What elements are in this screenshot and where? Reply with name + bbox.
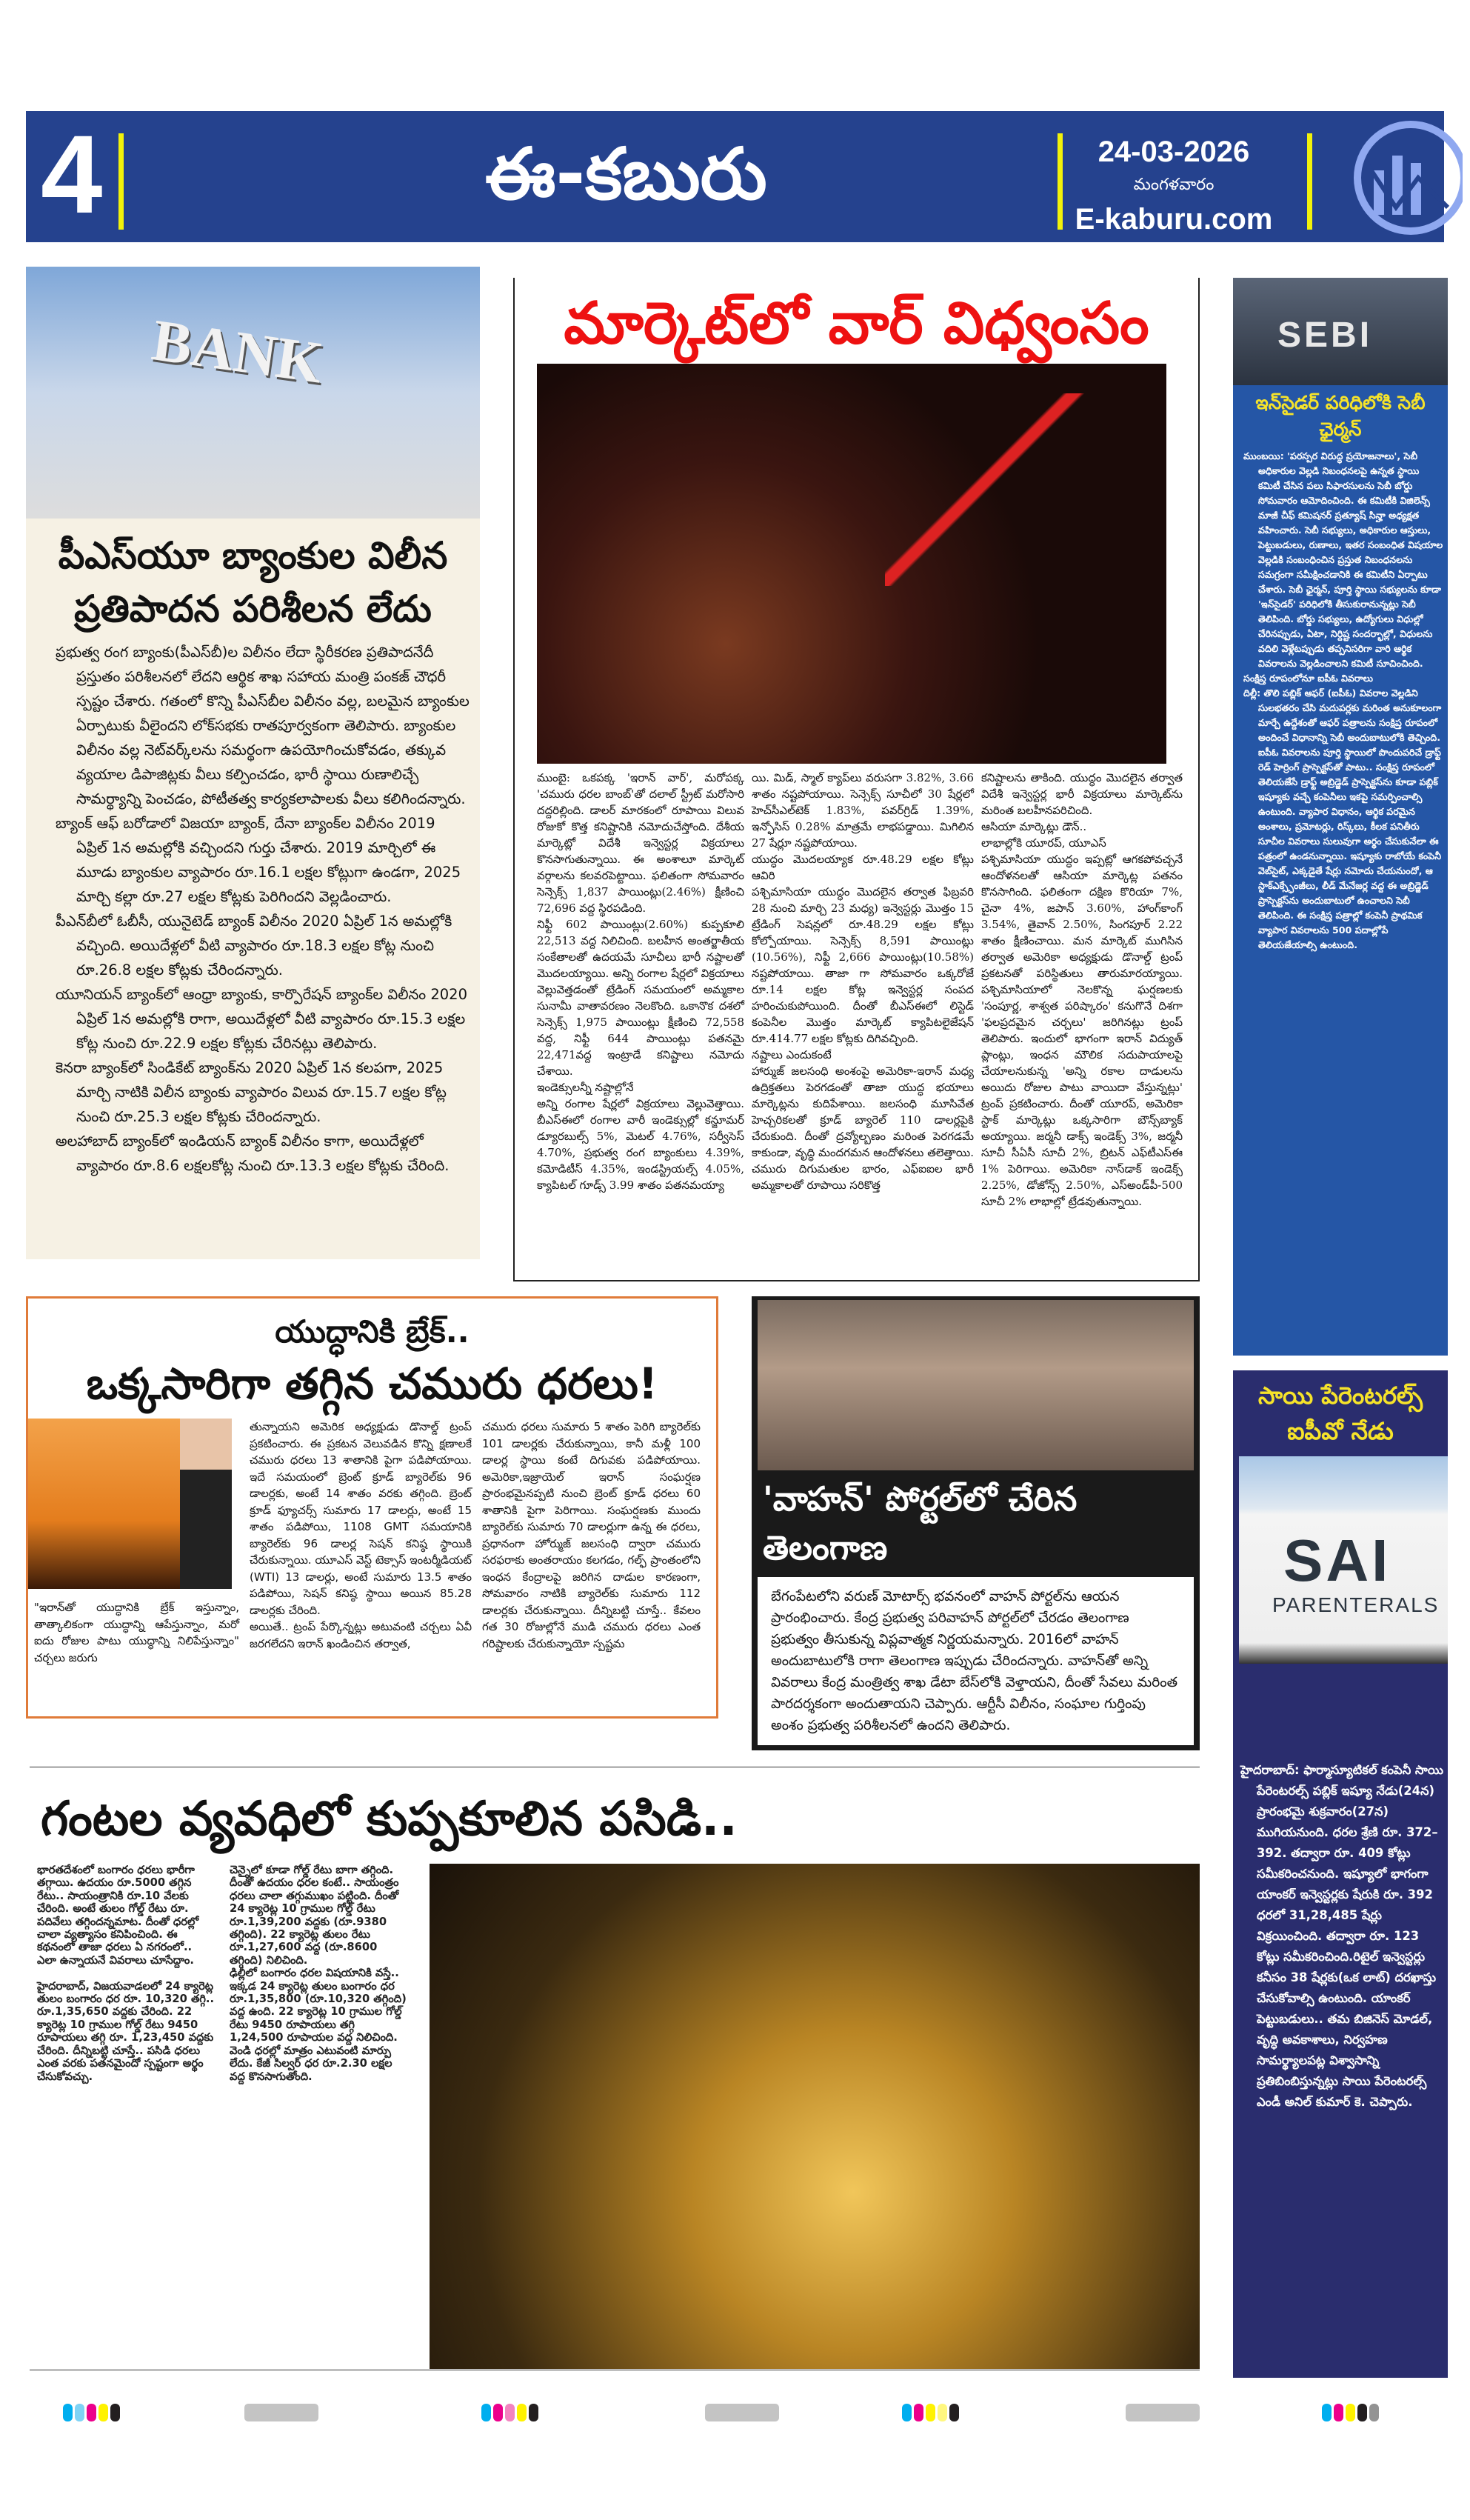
paragraph: ప్రభుత్వ రంగ బ్యాంకు(పీఎస్‌బీ)ల విలీనం లేదా స్థిరీకరణ ప్రతిపాదనేదీ ప్రస్తుతం పరిశీలనలో లేదని ఆర్థిక శాఖ సహాయ మంత్రి పంకజ్ చౌధరీ స్పష్టం చేశారు. గతంలో కొన్ని పీఎస్‌బీల విలీనం వల్ల, బలమైన బ్యాంకుల ఏర్పాటుకు వీలైందని లోక్‌సభకు రాతపూర్వకంగా తెలిపారు. బ్యాంకుల విలీనం వల్ల నెట్‌వర్క్‌లను సమర్థంగా ఉపయోగించుకోవడం, తక్కువ వ్యయాల డిపాజిట్లకు వీలు కల్పించడం, భారీ స్థాయి రుణాలిచ్చే సామర్థ్యాన్ని పెంచడం, పోటీతత్వ కార్యకలాపాలకు వీలు కలిగిందన్నారు. [56,644,470,807]
sebi-logo-photo: SEBI [1233,278,1448,385]
ink-swatch [1357,2404,1367,2421]
photo-block [28,1419,239,1666]
ink-swatch [98,2404,108,2421]
ink-swatch [1346,2404,1355,2421]
ink-swatch [938,2404,947,2421]
article-body: హైదరాబాద్: ఫార్మాస్యూటికల్ కంపెనీ సాయి పేరెంటరల్స్ పబ్లిక్ ఇష్యూ నేడు(24న) ప్రారంభమై శుక్రవారం(27న) ముగియనుంది. ధరల శ్రేణి రూ. 372–392. తద్వారా రూ. 409 కోట్లు సమీకరించనుంది. ఇష్యూలో భాగంగా యాంకర్ ఇన్వెస్టర్లకు షేరుకి రూ. 392 ధరలో 31,28,485 షేర్లు విక్రయించింది. తద్వారా రూ. 123 కోట్లు సమీకరించింది.రిటైల్ ఇన్వెస్టర్లు కనీసం 38 షేర్లకు(ఒక లాట్) దరఖాస్తు చేసుకోవాల్సి ఉంటుంది. యాంకర్ పెట్టుబడులు.. తమ బిజినెస్ మోడల్, వృద్ధి అవకాశాలు, నిర్వహణ సామర్థ్యాలపట్ల విశ్వాసాన్ని ప్రతిబింబిస్తున్నట్లు సాయి పేరెంటరల్స్ ఎండీ అనిల్ కుమార్ కె. చెప్పారు. [1240,1763,1443,2109]
paragraph: యూనియన్ బ్యాంక్‌లో ఆంధ్రా బ్యాంకు, కార్పొరేషన్ బ్యాంక్‌ల విలీనం 2020 ఏప్రిల్ 1న అమల్లోకి రాగా, అయిదేళ్లలో వీటి వ్యాపారం రూ.15.3 లక్షల కోట్ల నుంచి రూ.22.9 లక్షల కోట్లకు చేరినట్లు తెలిపారు. [56,986,467,1052]
color-registration-mark [481,2404,538,2421]
headline: మార్కెట్‌లో వార్ విధ్వంసం [564,290,1149,357]
article-column: భారతదేశంలో బంగారం ధరలు భారీగా తగ్గాయి. ఉదయం రూ.5000 తగ్గిన రేటు.. సాయంత్రానికి రూ.10 వేలకు చేరింది. అంటే తులం గోల్డ్ రేటు రూ. పదివేలు తగ్గిందన్నమాట. దీంతో ధరల్లో చాలా వ్యత్యాసం కనిపించింది. ఈ కథనంలో తాజా ధరలు ఏ నగరంలో.. ఎలా ఉన్నాయనే వివరాలు చూసేద్దాం. హైదరాబాద్, విజయవాడలలో 24 క్యారెట్ల తులం బంగారం ధర రూ. 10,320 తగ్గి.. రూ.1,35,650 వద్దకు చేరింది. 22 క్యారెట్ల 10 గ్రాముల గోల్డ్ రేటు 9450 రూపాయలు తగ్గి రూ. 1,23,450 వద్దకు చేరింది. దీన్నిబట్టి చూస్తే.. పసిడి ధరలు ఎంత వరకు పతనమైందో స్పష్టంగా అర్థం చేసుకోవచ్చు. [37,1864,215,2083]
ink-swatch [1334,2404,1343,2421]
article-market-crash [513,278,1200,1281]
headline: పీఎస్‌యూ బ్యాంకుల విలీన ప్రతిపాదన పరిశీలన లేదు [58,534,448,630]
article-vahan-portal [752,1296,1200,1750]
paragraph: దిల్లీ: తొలి పబ్లిక్ ఆఫర్ (ఐపీఓ) వివరాల వెల్లడిని సులభతరం చేసి మదుపర్లకు మరింత అనుకూలంగా మార్చే ఉద్దేశంతో ఆఫర్ పత్రాలను సంక్షిప్త రూపంలో అందించే విధానాన్ని సెబీ అందుబాటులోకి తెచ్చింది. ఐపీఓ వివరాలను పూర్తి స్థాయిలో పొందుపరిచే డ్రాఫ్ట్ రెడ్ హెర్రింగ్ ప్రాస్పెక్టస్‌తో పాటు.. సంక్షిప్త రూపంలో తెలియజేసే డ్రాఫ్ట్ అబ్రిడ్జెడ్ ప్రాస్పెక్టస్‌ను కూడా పబ్లిక్ ఇష్యూకు వచ్చే కంపెనీలు ఇకపై సమర్పించాల్సి ఉంటుంది. వ్యాపార విధానం, ఆర్థిక పరమైన అంశాలు, ప్రమోటర్లు, రిస్క్‌లు, కీలక పనితీరు సూచీల వివరాలు సులువుగా అర్థం చేసుకునేలా ఈ పత్రంలో ఉండనున్నాయి. ఇష్యూకు రాబోయే కంపెనీ వెబ్‌సైట్, ఎక్కడైతే షేర్లు నమోదు చేయనుందో, ఆ స్టాక్‌ఎక్స్ఛేంజీలు, లీడ్ మేనేజర్ల వద్ద ఈ అబ్రిడ్జెడ్ ప్రాస్పెక్టస్‌ను అందుబాటులో ఉంచాలని సెబీ తెలిపింది. ఈ సంక్షిప్త పత్రాల్లో కంపెనీ ప్రాథమిక వ్యాపార వివరాలను 500 పదాల్లోపే తెలియజేయాల్సి ఉంటుంది. [1243,687,1442,950]
bear-market-photo [537,364,1166,764]
ink-swatch [914,2404,923,2421]
color-registration-mark [1322,2404,1379,2421]
paragraph: పీఎన్‌బీలో ఓబీసీ, యునైటెడ్ బ్యాంక్ విలీనం 2020 ఏప్రిల్ 1న అమల్లోకి వచ్చింది. అయిదేళ్లలో వీటి వ్యాపారం రూ.18.3 లక్షల కోట్ల నుంచి రూ.26.8 లక్షల కోట్లకు చేరిందన్నారు. [56,913,452,979]
sai-parenterals-building-photo: SAI PARENTERALS [1239,1456,1448,1664]
article-gold-prices [30,1767,1200,2370]
grey-registration-mark [705,2404,779,2421]
article-column: చెన్నైలో కూడా గోల్డ్ రేటు బాగా తగ్గింది. దీంతో ఉదయం ధరల కంటే.. సాయంత్రం ధరలు చాలా తగ్గుముఖం పట్టింది. దీంతో 24 క్యారెట్ల 10 గ్రాముల గోల్డ్ రేటు రూ.1,39,200 వద్దకు (రూ.9380 తగ్గింది). 22 క్యారెట్ల తులం రేటు రూ.1,27,600 వద్ద (రూ.8600 తగ్గింది) నిలిచింది. ఢిల్లీలో బంగారం ధరల విషయానికి వస్తే.. ఇక్కడ 24 క్యారెట్ల తులం బంగారం ధర రూ.1,35,800 (రూ.10,320 తగ్గింది) వద్ద ఉంది. 22 క్యారెట్ల 10 గ్రాముల గోల్డ్ రేటు 9450 రూపాయలు తగ్గి 1,24,500 రూపాయల వద్ద నిలిచింది. వెండి ధరల్లో మాత్రం ఎటువంటి మార్పు లేదు. కేజీ సిల్వర్ ధర రూ.2.30 లక్షల వద్ద కొనసాగుతోంది. [230,1864,407,2083]
article-columns [537,770,1198,1210]
brand-logo: ఈ-కబురు [485,133,767,216]
ink-swatch [110,2404,120,2421]
issue-date: 24-03-2026 [1098,136,1250,168]
masthead [26,111,1444,242]
photo-caption: "ఇరాన్‌తో యుద్ధానికి బ్రేక్ ఇస్తున్నాం, తాత్కాలికంగా యుద్ధాన్ని ఆపేస్తున్నాం, మరో ఐదు రోజుల పాటు యుద్ధాన్ని నిలిపేస్తున్నాం" చర్చలు జరుగు [34,1601,239,1664]
article-sebi [1233,278,1448,1356]
ink-swatch [926,2404,935,2421]
page-number: 4 [41,112,103,236]
article-columns [28,1419,710,1666]
article-column: కనిష్టాలను తాకింది. యుద్ధం మొదలైన తర్వాత విదేశీ ఇన్వెస్టర్ల భారీ విక్రయాలు మార్కెట్‌ను మరింత బలహీనపరిచింది. ఆసియా మార్కెట్లు డౌన్.. లాభాల్లోకి యూరప్, యూఎస్ పశ్చిమాసియా యుద్ధం ఇప్పట్లో ఆగకపోవచ్చనే ఆందోళనలతో ఆసియా మార్కెట్ల పతనం కొనసాగింది. ఫలితంగా దక్షిణ కొరియా 7%, చైనా 4%, జపాన్ 3.60%, హాంగ్‌కాంగ్ 3.54%, తైవాన్ 2.50%, సింగపూర్ 2.22 శాతం క్షీణించాయి. మన మార్కెట్ ముగిసిన తర్వాత అమెరికా అధ్యక్షుడు డొనాల్డ్ ట్రంప్ ప్రకటనతో పరిస్థితులు తారుమారయ్యాయి. పశ్చిమాసియాలో నెలకొన్న ఘర్షణలకు 'సంపూర్ణ, శాశ్వత పరిష్కారం' కనుగొనే దిశగా 'ఫలప్రదమైన చర్చలు' జరిగినట్లు ట్రంప్ తెలిపారు. ఇందులో భాగంగా ఇరాన్ విద్యుత్ ప్లాంట్లు, ఇంధన మౌలిక సదుపాయాలపై చేయాలనుకున్న 'అన్ని రకాల దాడులను అయిదు రోజుల పాటు వాయిదా వేస్తున్నట్లు' ట్రంప్ ప్రకటించారు. దీంతో యూరప్, అమెరికా స్టాక్ మార్కెట్లు ఒక్కసారిగా బౌన్స్‌బ్యాక్ అయ్యాయి. జర్మనీ డాక్స్ ఇండెక్స్ 3%, జర్మనీ సూచీ సీఏసీ సూచీ 2%, బ్రిటన్ ఎఫ్‌టీఎస్ఈ 1% పెరిగాయి. అమెరికా నాస్‌డాక్ ఇండెక్స్ 2.25%, డోజోన్స్ 2.50%, ఎస్అండ్‌పీ-500 సూచీ 2% లాభాల్లో ట్రేడవుతున్నాయి. [981,771,1183,1208]
ink-swatch [481,2404,491,2421]
ink-swatch [493,2404,503,2421]
divider [118,133,124,230]
article-column: యి. మిడ్, స్మాల్ క్యాప్‌లు వరుసగా 3.82%, 3.66 శాతం నష్టపోయాయి. సెన్సెక్స్ సూచీలో 30 షేర్లలో హెచ్‌సీఎల్‌టెక్ 1.83%, పవర్‌గ్రిడ్ 1.39%, ఇన్ఫోసిస్ 0.28% మాత్రమే లాభపడ్డాయి. మిగిలిన 27 షేర్లూ నష్టపోయాయి. యుద్ధం మొదలయ్యాక రూ.48.29 లక్షల కోట్లు ఆవిరి పశ్చిమాసియా యుద్ధం మొదలైన తర్వాత ఫిబ్రవరి 28 నుంచి మార్చి 23 మధ్య) ఇన్వెస్టర్లు మొత్తం 15 ట్రేడింగ్ సెషన్లలో రూ.48.29 లక్షల కోట్లు కోల్పోయాయి. సెన్సెక్స్ 8,591 పాయింట్లు (10.56%), నిఫ్టీ 2,666 పాయింట్లు(10.58%) నష్టపోయాయి. తాజా గా సోమవారం ఒక్కరోజే రూ.14 లక్షల కోట్ల ఇన్వెస్టర్ల సంపద హరించుకుపోయింది. దీంతో బీఎస్ఈలో లిస్టెడ్ కంపెనీల మొత్తం మార్కెట్ క్యాపిటలైజేషన్ రూ.414.77 లక్షల కోట్లకు దిగివచ్చింది. నష్టాలు ఎందుకంటే హార్ముజ్ జలసంధి అంశంపై అమెరికా-ఇరాన్ మధ్య ఉద్రిక్తతలు పెరగడంతో తాజా యుద్ధ భయాలు మార్కెట్లను కుదిపేశాయి. జలసంధి మూసివేత హెచ్చరికలతో క్రూడ్ బ్యారెల్ 110 డాలర్లపైకి చేరుకుంది. దీంతో ద్రవ్యోల్బణం మరింత పెరగడమే కాకుండా, వృద్ధి మందగమన ఆందోళనలు తలెత్తాయి. చమురు దిగుమతుల భారం, ఎఫ్ఐఐల భారీ అమ్మకాలతో రూపాయి సరికొత్త [752,771,974,1192]
divider [1058,133,1063,230]
ink-swatch [949,2404,959,2421]
headline: 'వాహన్' పోర్టల్‌లో చేరిన తెలంగాణ [763,1479,1078,1567]
article-body [1243,449,1443,953]
headline: ఇన్‌సైడర్ పరిధిలోకి సెబీ ఛైర్మన్ [1255,392,1426,440]
issue-day: మంగళవారం [1133,176,1215,194]
grey-registration-mark [244,2404,318,2421]
website-link[interactable]: E-kaburu.com [1075,203,1273,236]
ink-swatch [902,2404,912,2421]
article-bank-merger [26,267,480,1259]
ink-swatch [529,2404,538,2421]
article-oil-prices [26,1296,718,1719]
headline [28,1309,716,1413]
headline-line: ఒక్కసారిగా తగ్గిన చమురు ధరలు! [86,1359,658,1409]
paragraph: బ్యాంక్ ఆఫ్ బరోడాలో విజయా బ్యాంక్, దేనా బ్యాంక్‌ల విలీనం 2019 ఏప్రిల్ 1న అమల్లోకి వచ్చిందని గుర్తు చేశారు. 2019 మార్చిలో ఈ మూడు బ్యాంకుల వ్యాపారం రూ.16.1 లక్షల కోట్లుగా ఉండగా, 2025 మార్చి కల్లా రూ.27 లక్షల కోట్లకు పెరిగిందని వెల్లడించారు. [56,815,461,905]
bank-building-photo: BANK [26,267,480,519]
ink-swatch [505,2404,515,2421]
headline: సాయి పేరెంటరల్స్ ఐపీవో నేడు [1258,1381,1423,1445]
article-column: చమురు ధరలు సుమారు 5 శాతం పెరిగి బ్యారెల్‌కు 101 డాలర్లకు చేరుకున్నాయి, కానీ మళ్లీ 100 డాలర్ల స్థాయి కంటే దిగువకు పడిపోయాయి. అమెరికా,ఇజ్రాయెల్ ఇరాన్ సంఘర్షణ ప్రారంభమైనప్పటి నుంచి బ్రెంట్ క్రూడ్ ధరలు 60 శాతానికి పైగా పెరిగాయి. సంఘర్షణకు ముందు బ్యారెల్‌కు సుమారు 70 డాలర్లుగా ఉన్న ఈ ధరలు, ప్రధానంగా హోర్ముజ్ జలసంధి ద్వారా చమురు సరఫరాకు అంతరాయం కలగడం, గల్ఫ్ ప్రాంతంలోని ఇంధన కేంద్రాలపై జరిగిన దాడుల కారణంగా, సోమవారం నాటికి బ్యారెల్‌కు సుమారు 112 డాలర్లకు చేరుకున్నాయి. దీన్నిబట్టి చూస్తే.. కేవలం గత 30 రోజుల్లోనే ముడి చమురు ధరలు ఎంత గరిష్టాలకు చేరుకున్నాయో స్పష్టమ [482,1420,701,1650]
article-content [30,1767,1200,2083]
ink-swatch [87,2404,96,2421]
article-column: తున్నాయని అమెరిక అధ్యక్షుడు డొనాల్డ్ ట్రంప్ ప్రకటించారు. ఈ ప్రకటన వెలువడిన కొన్ని క్షణాలకే చమురు ధరలు 13 శాతానికి పైగా పడిపోయాయి. ఇదే సమయంలో బ్రెంట్ క్రూడ్ బ్యారెల్‌కు 96 డాలర్లకు, అంటే 14 శాతం వరకు తగ్గింది. బ్రెంట్ క్రూడ్ ఫ్యూచర్స్ సుమారు 17 డాలర్లు, అంటే 15 శాతం పడిపోయి, 1108 GMT సమయానికి బ్యారెల్‌కు 96 డాలర్ల సెషన్ కనిష్ఠ స్థాయికి చేరుకున్నాయి. యూఎస్ వెస్ట్ టెక్సాస్ ఇంటర్మీడియట్ (WTI) 13 డాలర్లు, అంటే సుమారు 13.5 శాతం పడిపోయి, సెషన్ కనిష్ఠ స్థాయి అయిన 85.28 డాలర్లకు చేరింది. అయితే.. ట్రంప్ పేర్కొన్నట్లు అటువంటి చర్చలు ఏవీ జరగలేదని ఇరాన్ ఖండించిన తర్వాత, [250,1420,472,1650]
article-columns [37,1864,1200,2083]
headline-line: యుద్ధానికి బ్రేక్.. [275,1313,470,1350]
date-block [1063,133,1285,239]
oil-pump-trump-photo [28,1419,232,1589]
paragraph: అలహాబాద్ బ్యాంక్‌లో ఇండియన్ బ్యాంక్ విలీనం కాగా, అయిదేళ్లలో వ్యాపారం రూ.8.6 లక్షలకోట్ల నుంచి రూ.13.3 లక్షల కోట్లకు చేరింది. [56,1133,450,1174]
ink-swatch [63,2404,73,2421]
ink-swatch [517,2404,527,2421]
building-chart-logo-icon [1352,119,1463,237]
article-column: ముంబై: ఒకపక్క 'ఇరాన్ వార్', మరోపక్క 'చమురు ధరల బాంబ్'తో దలాల్ స్ట్రీట్ మరోసారి దద్దరిల్లింది. డాలర్ మారకంలో రూపాయి విలువ రోజుకో కొత్త కనిష్టానికి నమోదుచేస్తోంది. దేశీయ మార్కెట్లో విదేశీ ఇన్వెస్టర్ల విక్రయాలు కొనసాగుతున్నాయి. ఈ అంశాలూ మార్కెట్ వర్గాలను కలవరపెట్టాయి. ఫలితంగా సోమవారం సెన్సెక్స్ 1,837 పాయింట్లు(2.46%) క్షీణించి 72,696 వద్ద స్థిరపడింది. నిఫ్టీ 602 పాయింట్లు(2.60%) కుప్పకూలి 22,513 వద్ద నిలిచింది. బలహీన అంతర్జాతీయ సంకేతాలతో ఉదయమే సూచీలు భారీ నష్టాలతో మొదలయ్యాయి. అన్ని రంగాల షేర్లలో విక్రయాలు వెల్లువెత్తడంతో ట్రేడింగ్ సమయంలో అమ్మకాల సునామీ వాతావరణం నెలకొంది. ఒకానొక దశలో సెన్సెక్స్ 1,975 పాయింట్లు క్షీణించి 72,558 వద్ద, నిఫ్టీ 644 పాయింట్లు పతనమై 22,471వద్ద ఇంట్రాడే కనిష్టాలు నమోదు చేశాయి. ఇండెక్సులన్నీ నష్టాల్లోనే అన్ని రంగాల షేర్లలో విక్రయాలు వెల్లువెత్తాయి. బీఎస్ఈలో రంగాల వారీ ఇండెక్సుల్లో కన్జూమర్ డ్యూరబుల్స్ 5%, మెటల్ 4.76%, సర్వీసెస్ 4.70%, ప్రభుత్వ రంగ బ్యాంకులు 4.39%, కమోడిటీస్ 4.35%, ఇండస్ట్రియల్స్ 4.05%, క్యాపిటల్ గూడ్స్ 3.99 శాతం పతనమయ్యా [537,771,744,1192]
ink-swatch [75,2404,84,2421]
article-body [56,640,470,1178]
headline: గంటల వ్యవధిలో కుప్పకూలిన పసిడి.. [41,1792,738,1847]
subheading: సంక్షిప్త రూపంలోనూ ఐపీఓ వివరాలు [1243,673,1373,684]
officials-launch-photo [758,1300,1194,1470]
grey-registration-mark [1126,2404,1200,2421]
color-registration-mark [63,2404,120,2421]
article-sai-parenterals-ipo [1233,1370,1448,2378]
paragraph: ముంబయి: 'పరస్పర విరుద్ధ ప్రయోజనాలు', సెబీ అధికారుల వెల్లడి నిబంధనలపై ఉన్నత స్థాయి కమిటీ చేసిన పలు సిఫారసులను సెబీ బోర్డు సోమవారం ఆమోదించింది. ఈ కమిటీకి విజిలెన్స్ మాజీ చీఫ్ కమిషనర్ ప్రత్యూష్ సిన్హా అధ్యక్షత వహించారు. సెబీ సభ్యులు, అధికారుల ఆస్తులు, పెట్టుబడులు, రుణాలు, ఇతర సంబంధిత విషయాల వెల్లడికి సంబంధించిన ప్రస్తుత నిబంధనలను సమగ్రంగా సమీక్షించడానికి ఈ కమిటీని ఏర్పాటు చేశారు. సెబీ ఛైర్మన్, పూర్తి స్థాయి సభ్యులను కూడా 'ఇన్‌సైడర్' పరిధిలోకి తీసుకురానున్నట్లు సెబీ తెలిపింది. బోర్డు సభ్యులు, ఉద్యోగులు విధుల్లో చేరినప్పుడు, ఏటా, నిర్దిష్ట సందర్భాల్లో, విధులను వదిలి వెళ్లేటప్పుడు తప్పనిసరిగా వారి ఆర్థిక వివరాలను వెల్లడించాలని కమిటీ సూచించింది. [1243,450,1443,669]
ink-swatch [1322,2404,1332,2421]
divider [1307,133,1312,230]
paragraph: కెనరా బ్యాంక్‌లో సిండికేట్ బ్యాంక్‌ను 2020 ఏప్రిల్ 1న కలపగా, 2025 మార్చి నాటికి విలీన బ్యాంకు వ్యాపారం విలువ రూ.15.7 లక్షల కోట్ల నుంచి రూ.25.3 లక్షల కోట్లకు చేరిందన్నారు. [56,1059,447,1125]
article-body: బేగంపేటలోని వరుణ్ మోటార్స్ భవనంలో వాహన్ పోర్టల్‌ను ఆయన ప్రారంభించారు. కేంద్ర ప్రభుత్వ పరివాహన్ పోర్టల్‌లో చేరడం తెలంగాణ ప్రభుత్వం తీసుకున్న విప్లవాత్మక నిర్ణయమన్నారు. 2016లో వాహన్ అందుబాటులోకి రాగా తెలంగాణ ఇప్పుడు చేరిందన్నారు. వాహన్‌తో అన్ని వివరాలు కేంద్ర మంత్రిత్వ శాఖ డేటా బేస్‌లోకి వెళ్తాయని, దీంతో సేవలు మరింత పారదర్శకంగా అందుతాయని చెప్పారు. ఆర్టీసీ విలీనం, సంఘాల గుర్తింపు అంశం ప్రభుత్వ పరిశీలనలో ఉందని తెలిపారు. [758,1577,1194,1745]
ink-swatch [1369,2404,1379,2421]
color-registration-mark [902,2404,959,2421]
